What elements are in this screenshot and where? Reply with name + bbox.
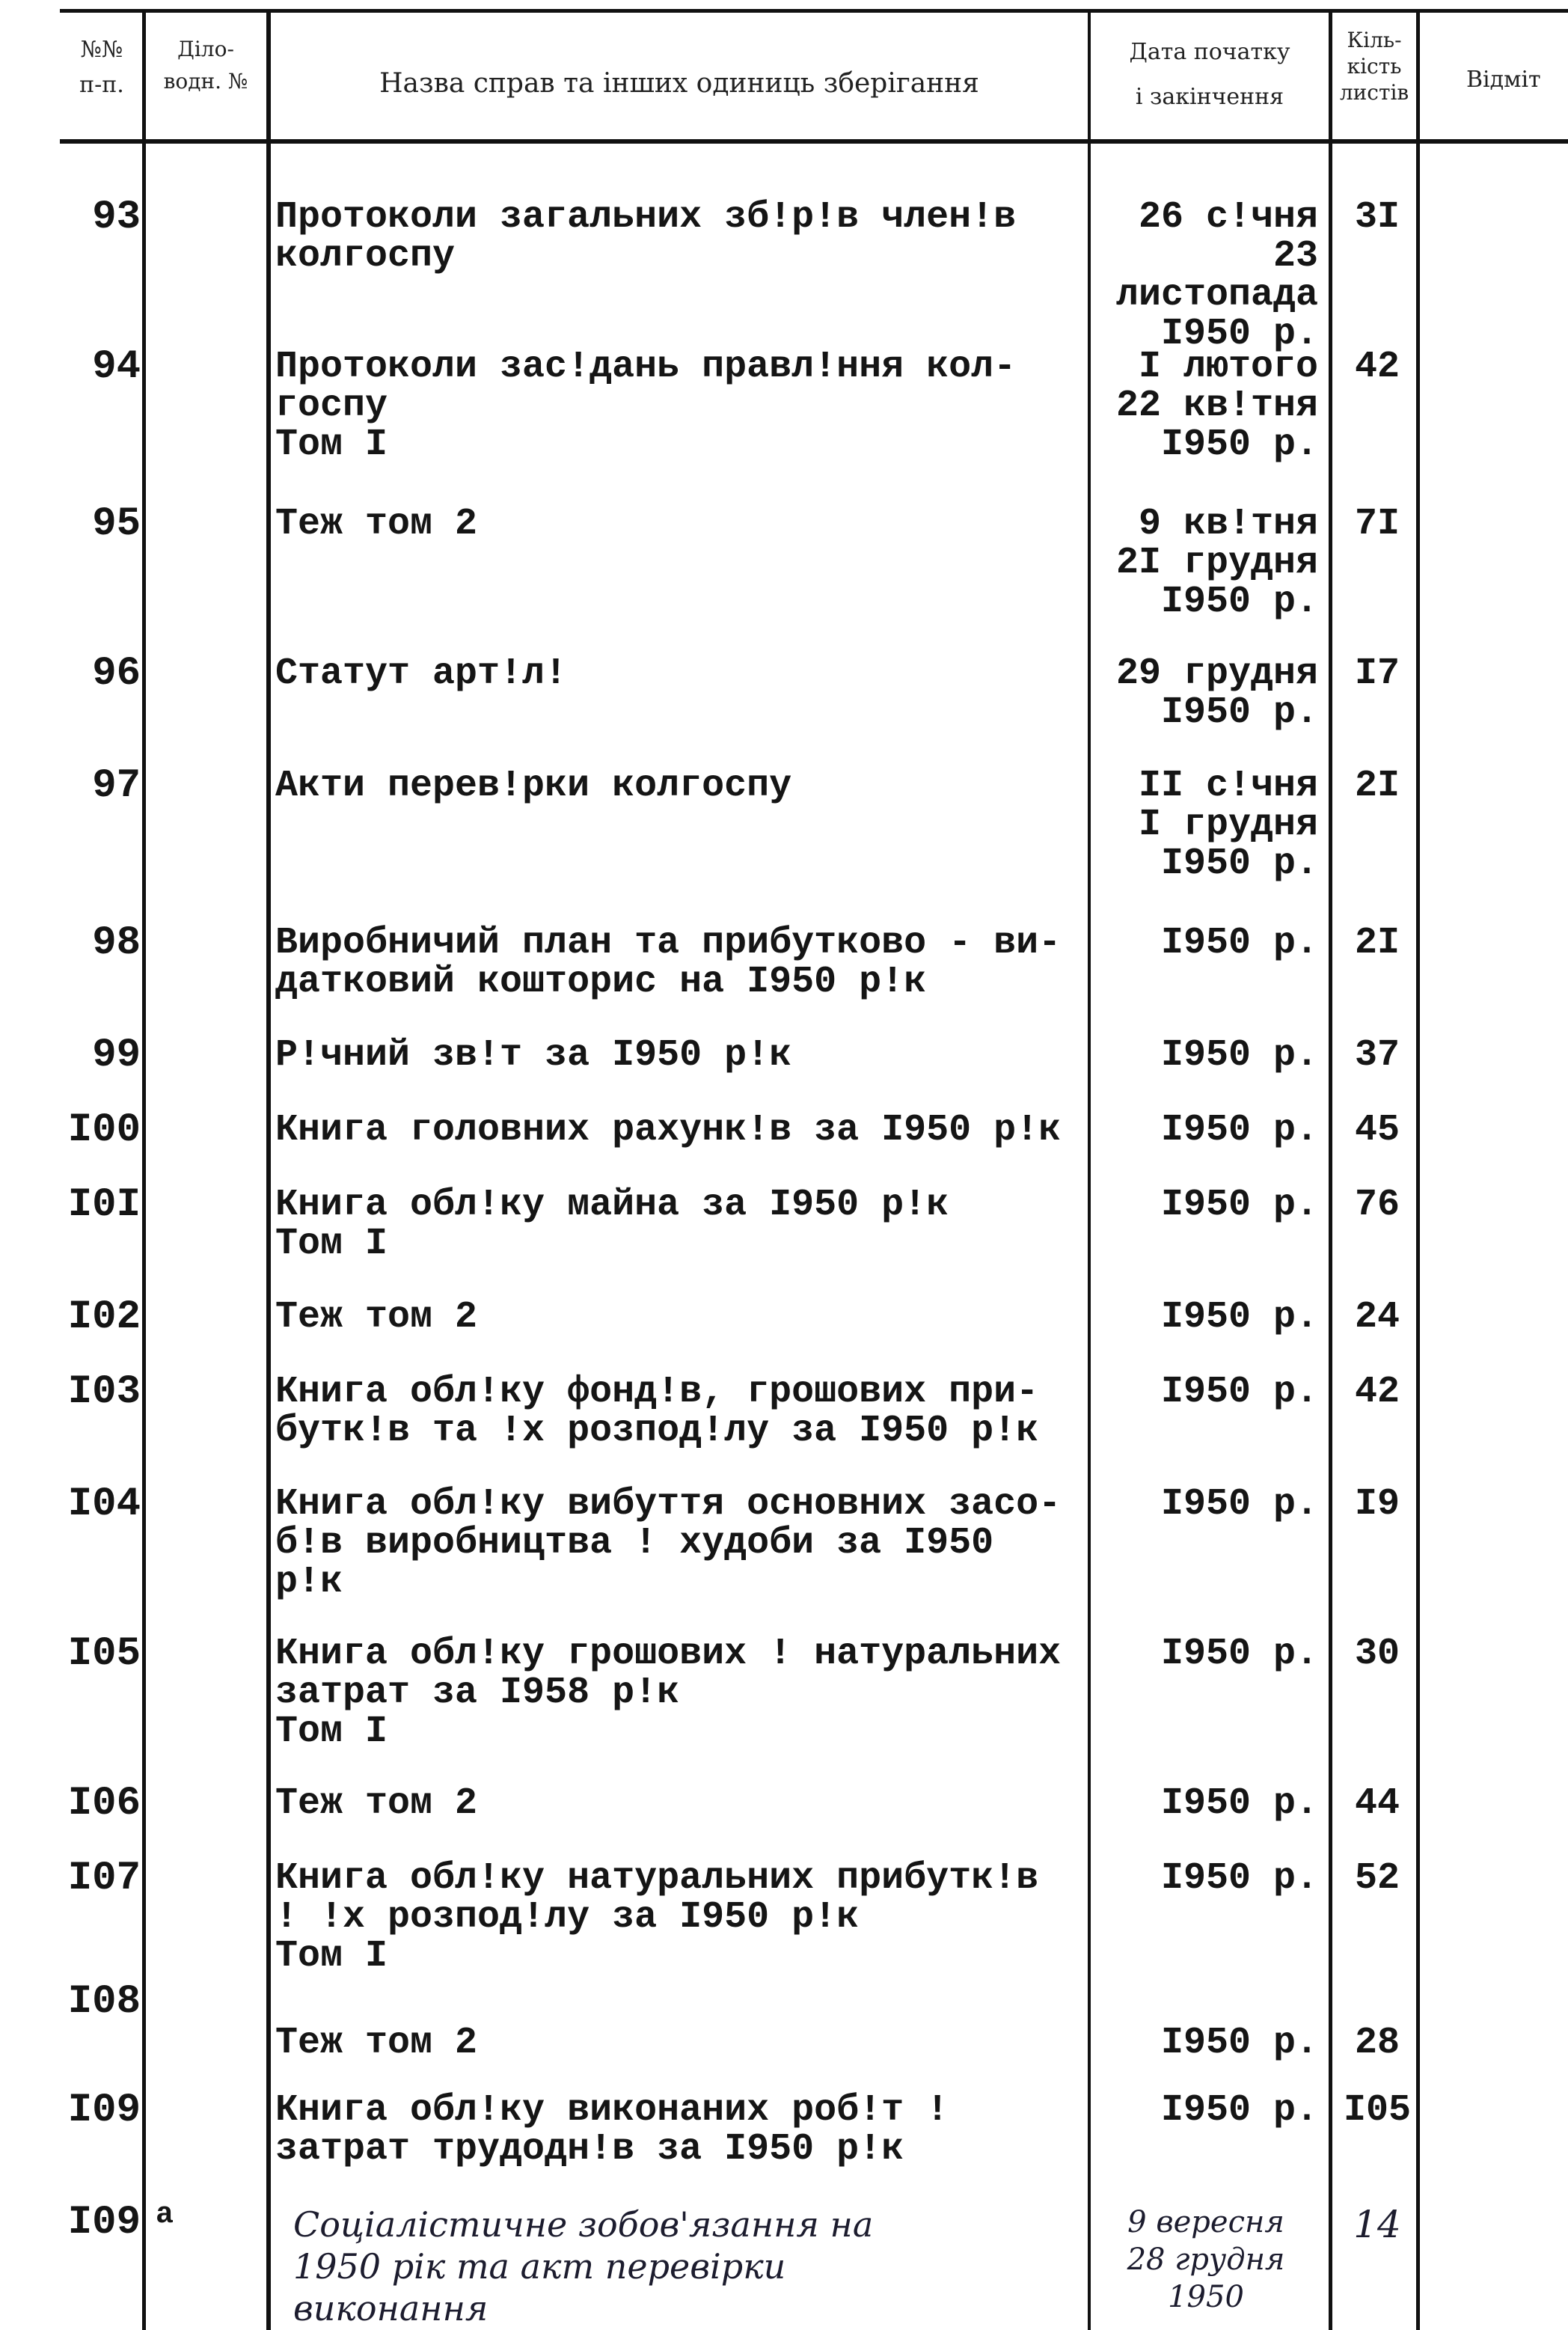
item-number: I04 bbox=[67, 1482, 141, 1527]
item-dates: I950 р. bbox=[1160, 1034, 1318, 1077]
item-sheet-count: I05 bbox=[1343, 2089, 1411, 2132]
col-rule-dates bbox=[1329, 10, 1332, 2330]
col-rule-office bbox=[266, 10, 271, 2330]
item-dates: 9 кв!тня 2I грудня I950 р. bbox=[1115, 503, 1318, 623]
item-sheet-count: 7I bbox=[1354, 503, 1400, 545]
item-dates: I950 р. bbox=[1160, 1857, 1318, 1900]
item-number: I08 bbox=[67, 1979, 141, 2025]
item-sheet-count: 45 bbox=[1354, 1109, 1400, 1152]
item-number: 98 bbox=[92, 920, 141, 966]
header-bottom-rule bbox=[60, 139, 1568, 144]
item-dates: I950 р. bbox=[1160, 1371, 1318, 1413]
item-number: 93 bbox=[92, 195, 141, 240]
item-dates: I950 р. bbox=[1160, 1483, 1318, 1526]
item-title: Книга обл!ку виконаних роб!т ! затрат трудодн!в за I950 р!к bbox=[275, 2089, 949, 2171]
item-number: 95 bbox=[92, 501, 141, 547]
item-title: Книга обл!ку майна за I950 р!к Том I bbox=[275, 1184, 949, 1265]
item-number: I0I bbox=[67, 1182, 141, 1228]
header-dates: Дата початку і закінчення bbox=[1129, 39, 1290, 110]
item-number: I09 bbox=[67, 2088, 141, 2133]
item-number: 94 bbox=[92, 344, 141, 390]
item-number: I06 bbox=[67, 1781, 141, 1826]
item-sheet-count: 52 bbox=[1354, 1857, 1400, 1900]
item-number: I05 bbox=[67, 1631, 141, 1677]
item-sheet-count: 76 bbox=[1354, 1184, 1400, 1226]
item-title: Теж том 2 bbox=[275, 1296, 478, 1339]
item-number: 96 bbox=[92, 651, 141, 697]
item-title-handwritten: Соціалістичне зобов'язання на 1950 рік та акт перевірки виконання bbox=[293, 2204, 874, 2329]
header-sheets: Кіль- кість листів bbox=[1339, 28, 1409, 105]
item-dates: I950 р. bbox=[1160, 1633, 1318, 1675]
item-title: Статут арт!л! bbox=[275, 652, 568, 695]
item-title: Теж том 2 bbox=[275, 2022, 478, 2064]
item-title: Теж том 2 bbox=[275, 503, 478, 545]
item-number: I02 bbox=[67, 1294, 141, 1340]
item-sheet-count: 44 bbox=[1354, 1782, 1400, 1825]
item-title: Протоколи загальних зб!р!в член!в колгоспу bbox=[275, 196, 1017, 278]
col-rule-num bbox=[142, 10, 146, 2330]
item-number: 99 bbox=[92, 1033, 141, 1078]
item-sheet-count: 37 bbox=[1354, 1034, 1400, 1077]
item-number: I09 bbox=[67, 2200, 141, 2245]
item-sheet-count: 2I bbox=[1354, 765, 1400, 807]
item-number: I03 bbox=[67, 1369, 141, 1415]
item-sheet-count: 42 bbox=[1354, 346, 1400, 388]
item-title: Книга обл!ку фонд!в, грошових при- бутк!в та !х розпод!лу за I950 р!к bbox=[275, 1371, 1039, 1452]
item-title: Теж том 2 bbox=[275, 1782, 478, 1825]
header-office: Діло- водн. № bbox=[163, 37, 248, 94]
item-dates: I950 р. bbox=[1160, 1296, 1318, 1339]
item-number: 97 bbox=[92, 763, 141, 809]
item-dates: I950 р. bbox=[1160, 1782, 1318, 1825]
item-sheet-count: 24 bbox=[1354, 1296, 1400, 1339]
item-dates-handwritten: 9 вересня 28 грудня 1950 bbox=[1127, 2205, 1285, 2314]
item-title: Протоколи зас!дань правл!ння кол- госпу Том I bbox=[275, 346, 1017, 466]
header-notes: Відміт bbox=[1466, 67, 1541, 93]
item-dates: 29 грудня I950 р. bbox=[1115, 652, 1318, 734]
item-number-suffix: а bbox=[156, 2198, 174, 2232]
item-sheet-count: 30 bbox=[1354, 1633, 1400, 1675]
item-dates: II с!чня I грудня I950 р. bbox=[1138, 765, 1318, 885]
col-rule-sheets bbox=[1416, 10, 1420, 2330]
item-title: Книга обл!ку вибуття основних засо- б!в виробництва ! худоби за I950 р!к bbox=[275, 1483, 1062, 1603]
item-title: Книга обл!ку грошових ! натуральних затрат за I958 р!к Том I bbox=[275, 1633, 1062, 1753]
item-dates: I950 р. bbox=[1160, 2022, 1318, 2064]
item-dates: I лютого 22 кв!тня I950 р. bbox=[1115, 346, 1318, 466]
item-sheet-count: I7 bbox=[1354, 652, 1400, 695]
item-sheet-count: 42 bbox=[1354, 1371, 1400, 1413]
item-title: Акти перев!рки колгоспу bbox=[275, 765, 792, 807]
item-number: I00 bbox=[67, 1107, 141, 1153]
item-title: Книга головних рахунк!в за I950 р!к bbox=[275, 1109, 1062, 1152]
item-title: Виробничий план та прибутково - ви- датковий кошторис на I950 р!к bbox=[275, 922, 1062, 1003]
item-dates: 26 с!чня 23 листопада I950 р. bbox=[1115, 196, 1318, 355]
item-sheet-count: I9 bbox=[1354, 1483, 1400, 1526]
item-number: I07 bbox=[67, 1856, 141, 1901]
item-title: Р!чний зв!т за I950 р!к bbox=[275, 1034, 792, 1077]
item-sheet-count: 3I bbox=[1354, 196, 1400, 239]
item-dates: I950 р. bbox=[1160, 1109, 1318, 1152]
item-dates: I950 р. bbox=[1160, 922, 1318, 964]
item-sheet-count: 28 bbox=[1354, 2022, 1400, 2064]
item-dates: I950 р. bbox=[1160, 1184, 1318, 1226]
item-sheet-count: 2I bbox=[1354, 922, 1400, 964]
item-title: Книга обл!ку натуральних прибутк!в ! !х розпод!лу за I950 р!к Том I bbox=[275, 1857, 1039, 1978]
header-title: Назва справ та інших одиниць зберігання bbox=[379, 68, 979, 99]
header-num: №№ п-п. bbox=[79, 37, 124, 98]
item-dates: I950 р. bbox=[1160, 2089, 1318, 2132]
item-sheet-count-handwritten: 14 bbox=[1353, 2203, 1401, 2246]
header-top-rule bbox=[60, 9, 1568, 13]
